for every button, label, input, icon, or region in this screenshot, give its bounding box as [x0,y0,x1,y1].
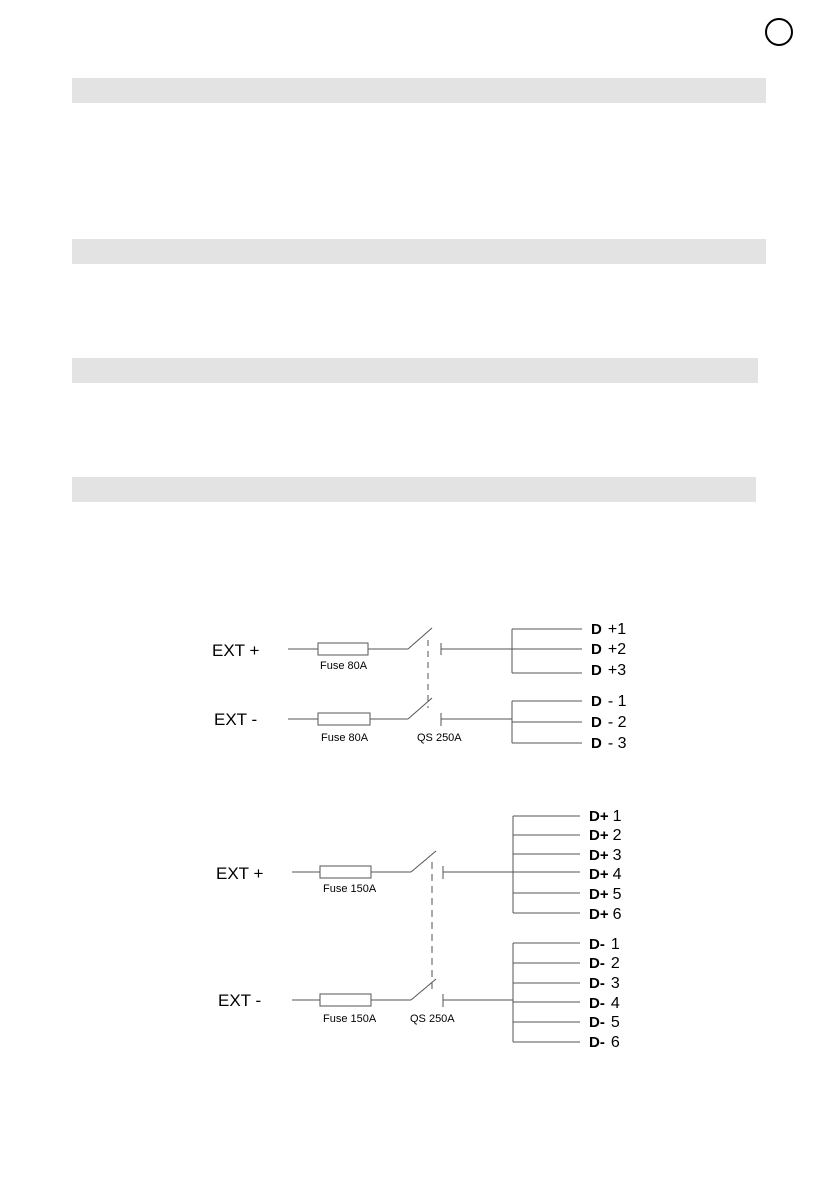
d1-dplus-2-n: +2 [607,641,627,658]
d2-dplus-4-d: D+ [589,866,609,883]
d1-terminal-dminus-3 [591,735,627,752]
d2-terminal-dplus-4 [589,866,622,883]
d2-dplus-3-n: 3 [612,847,622,864]
d2-dplus-2-d: D+ [589,827,609,844]
d1-dminus-2-d: D [591,714,602,731]
d2-dminus-6-n: 6 [610,1034,620,1051]
d1-dminus-1-d: D [591,693,602,710]
d2-terminal-dminus-2 [589,955,620,972]
d1-dminus-3-n: - 3 [607,735,627,752]
d2-terminal-dplus-6 [589,906,622,923]
d2-dplus-3-d: D+ [589,847,609,864]
d1-dplus-3-d: D [591,662,602,679]
d2-dminus-4-d: D- [589,995,605,1012]
d2-terminal-dplus-2 [589,827,622,844]
d2-terminal-dminus-1 [589,936,620,953]
d2-fuse-minus-label: Fuse 150A [323,1013,377,1025]
d2-dplus-2-n: 2 [612,827,622,844]
d1-dminus-1-n: - 1 [607,693,627,710]
d2-dplus-6-d: D+ [589,906,609,923]
d1-terminal-dminus-2 [591,714,627,731]
d1-ext-plus-label: EXT + [212,641,260,660]
d2-terminal-dminus-5 [589,1014,620,1031]
d2-ext-plus-label: EXT + [216,864,264,883]
d2-dplus-4-n: 4 [612,866,622,883]
d1-switch-label: QS 250A [417,732,462,744]
d2-terminal-dminus-4 [589,995,620,1012]
d2-dminus-1-n: 1 [610,936,620,953]
d2-dminus-3-d: D- [589,975,605,992]
d1-terminal-dminus-1 [591,693,627,710]
d2-dminus-3-n: 3 [610,975,620,992]
d2-dplus-5-d: D+ [589,886,609,903]
d1-dminus-2-n: - 2 [607,714,627,731]
d2-terminal-dminus-6 [589,1034,620,1051]
d2-dplus-1-n: 1 [612,808,622,825]
d2-dminus-4-n: 4 [610,995,620,1012]
d1-ext-minus-label: EXT - [214,710,258,729]
d1-dplus-3-n: +3 [607,662,627,679]
diagram2-wiring [292,816,580,1042]
d1-fuse-plus-label: Fuse 80A [320,660,368,672]
d2-dminus-1-d: D- [589,936,605,953]
d1-dminus-3-d: D [591,735,602,752]
d2-dplus-6-n: 6 [612,906,622,923]
d2-dminus-5-d: D- [589,1014,605,1031]
d2-terminal-dminus-3 [589,975,620,992]
d2-dplus-5-n: 5 [612,886,622,903]
d1-terminal-dplus-2 [591,641,626,658]
d2-terminal-dplus-5 [589,886,622,903]
d1-dplus-1-n: +1 [607,621,627,638]
d2-dminus-2-n: 2 [610,955,620,972]
d1-dplus-2-d: D [591,641,602,658]
d2-dminus-6-d: D- [589,1034,605,1051]
d1-dplus-1-d: D [591,621,602,638]
d1-terminal-dplus-1 [591,621,626,638]
d2-dplus-1-d: D+ [589,808,609,825]
d2-terminal-dplus-3 [589,847,622,864]
diagram1-wiring [288,628,582,743]
d2-switch-label: QS 250A [410,1013,455,1025]
d2-ext-minus-label: EXT - [218,991,262,1010]
d1-fuse-minus-label: Fuse 80A [321,732,369,744]
d1-terminal-dplus-3 [591,662,626,679]
d2-dminus-2-d: D- [589,955,605,972]
d2-dminus-5-n: 5 [610,1014,620,1031]
d2-fuse-plus-label: Fuse 150A [323,883,377,895]
d2-terminal-dplus-1 [589,808,622,825]
